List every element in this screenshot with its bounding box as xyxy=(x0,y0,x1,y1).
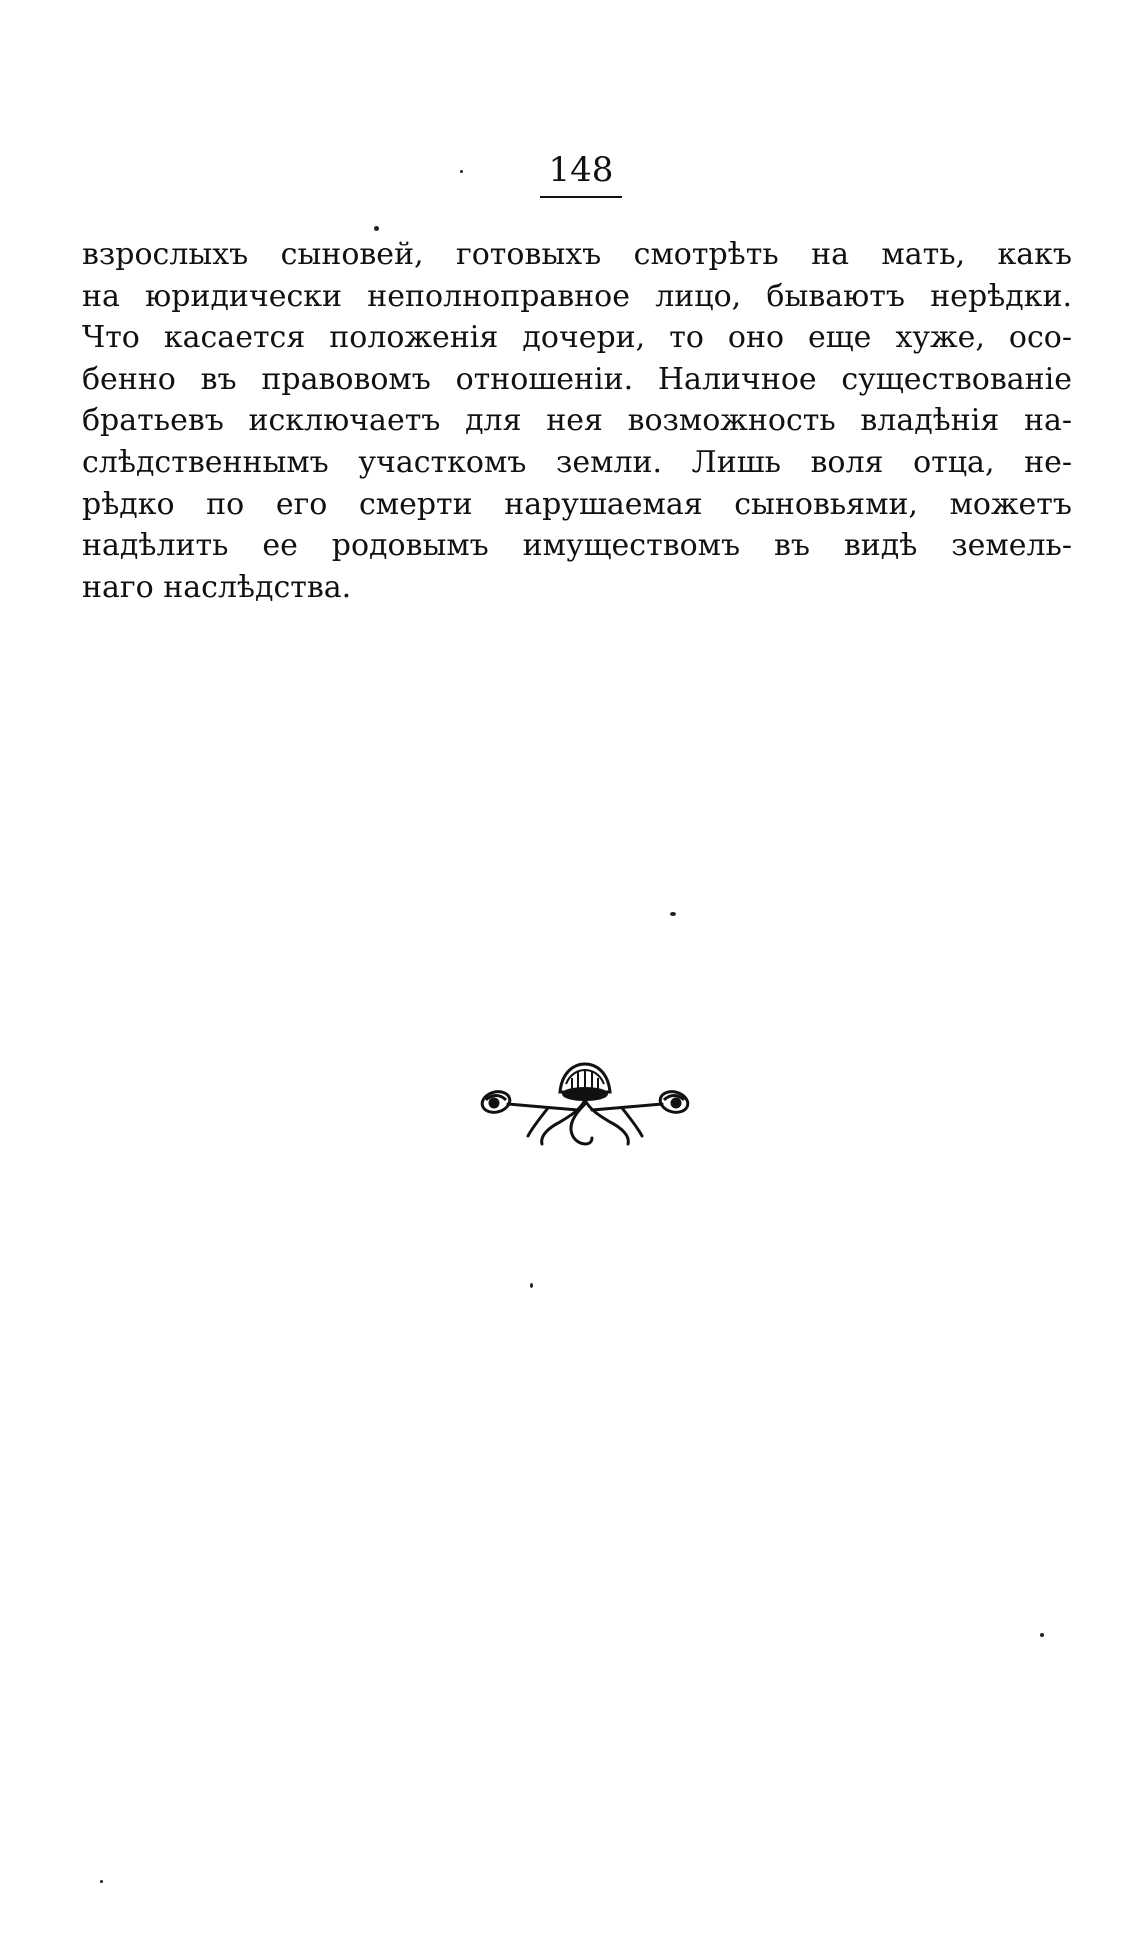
floral-tailpiece-icon xyxy=(470,1048,700,1158)
text-line-4: бенно въ правовомъ отношеніи. Наличное существованіе xyxy=(82,361,1072,397)
text-line-1: взрослыхъ сыновей, готовыхъ смотрѣть на мать, какъ xyxy=(82,237,1072,272)
text-line-7: рѣдко по его смерти нарушаемая сыновьями, можетъ xyxy=(82,486,1072,522)
text-line-8: надѣлить ее родовымъ имуществомъ въ видѣ земель- xyxy=(82,528,1072,564)
page-number: 148 xyxy=(540,148,622,198)
text-line-9: наго наслѣдства. xyxy=(82,569,352,605)
text-line-2: на юридически неполноправное лицо, бываютъ нерѣдки. xyxy=(82,278,1072,314)
scan-speck xyxy=(1040,1633,1044,1637)
body-text xyxy=(82,234,1072,608)
text-line-3: Что касается положенія дочери, то оно еще хуже, осо- xyxy=(82,320,1072,356)
text-line-6: слѣдственнымъ участкомъ земли. Лишь воля отца, не- xyxy=(82,444,1072,480)
scan-speck xyxy=(100,1880,103,1883)
scan-speck xyxy=(460,170,463,173)
scan-speck xyxy=(670,912,676,916)
scan-speck xyxy=(374,226,379,231)
text-line-5: братьевъ исключаетъ для нея возможность владѣнія на- xyxy=(82,403,1072,439)
scan-speck xyxy=(530,1283,533,1288)
